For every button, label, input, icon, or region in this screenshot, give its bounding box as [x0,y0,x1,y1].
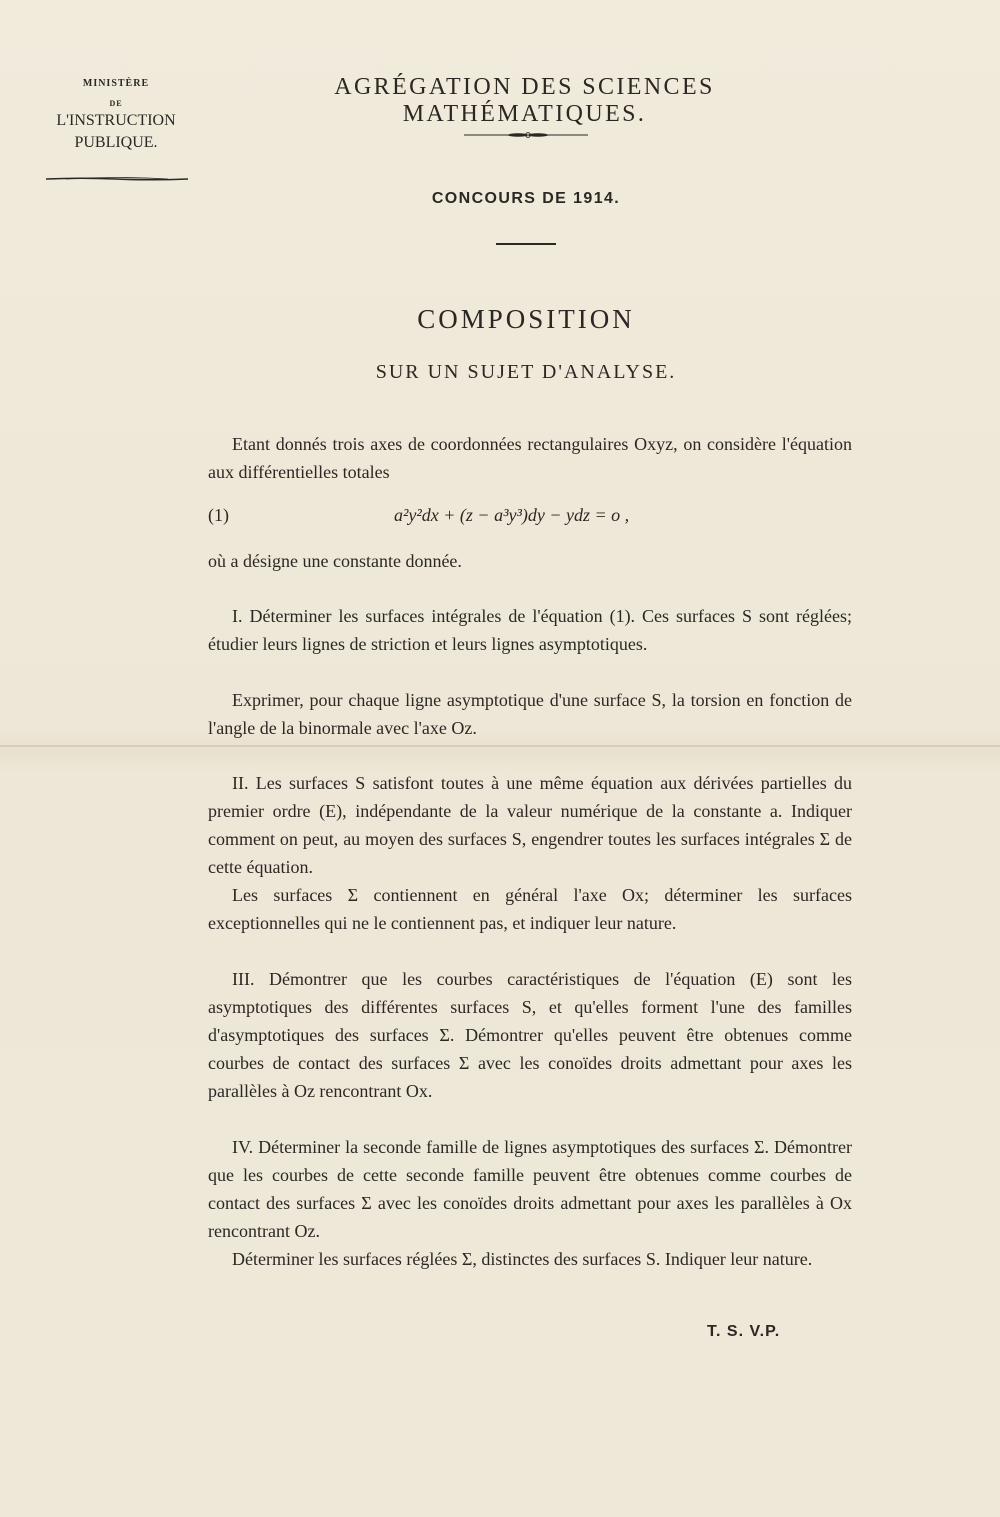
constant-note: où a désigne une constante donnée. [208,551,462,571]
section-2-paragraph-2: Les surfaces Σ contiennent en général l'axe Ox; déterminer les surfaces exceptionnelles qui ne le contiennent pas, et indiquer leur nature. [208,885,852,933]
fold-line [0,745,1000,747]
ministry-line-1: MINISTÈRE [82,78,150,89]
section-4-paragraph-1: IV. Déterminer la seconde famille de lignes asymptotiques des surfaces Σ. Démontrer que les courbes de cette seconde famille peuvent être obtenues comme courbes de contact des surfaces Σ avec les conoïdes droits admettant pour axes les parallèles à Ox rencontrant Oz. [208,1137,852,1241]
intro-paragraph: Etant donnés trois axes de coordonnées rectangulaires Oxyz, on considère l'équation aux différentielles totales [208,434,852,482]
ministry-line-3: L'INSTRUCTION [56,112,176,129]
section-2-paragraph-1: II. Les surfaces S satisfont toutes à une même équation aux dérivées partielles du premier ordre (E), indépendante de la valeur numérique de la constante a. Indiquer comment on peut, au moyen des surfaces S, engendrer toutes les surfaces intégrales Σ de cette équation. [208,773,852,877]
page-title: COMPOSITION [417,304,635,334]
turn-over-note: T. S. V.P. [707,1323,781,1340]
ministry-rule [46,176,188,182]
ministry-block [40,78,192,152]
section-4-paragraph-2: Déterminer les surfaces réglées Σ, distinctes des surfaces S. Indiquer leur nature. [232,1249,813,1269]
header-ornament [464,131,588,139]
equation: a²y²dx + (z − a³y³)dy − ydz = o , [394,505,630,525]
ministry-line-4: PUBLIQUE. [74,134,158,151]
page-subtitle: SUR UN SUJET D'ANALYSE. [375,361,677,383]
section-1-paragraph-1: I. Déterminer les surfaces intégrales de l'équation (1). Ces surfaces S sont réglées; étudier leurs lignes de striction et leurs lignes asymptotiques. [208,606,852,654]
ministry-line-2: DE [109,99,123,108]
section-3-paragraph-1: III. Démontrer que les courbes caractéristiques de l'équation (E) sont les asymptotiques des différentes surfaces S, et qu'elles forment l'une des familles d'asymptotiques des surfaces Σ. Démontrer qu'elles peuvent être obtenues comme courbes de contact des surfaces Σ avec les conoïdes droits admettant pour axes les parallèles à Oz rencontrant Ox. [208,969,852,1101]
contest-year: CONCOURS DE 1914. [431,190,621,207]
section-1-paragraph-2: Exprimer, pour chaque ligne asymptotique d'une surface S, la torsion en fonction de l'angle de la binormale avec l'axe Oz. [208,690,852,738]
document-header: AGRÉGATION DES SCIENCES MATHÉMATIQUES. [334,74,715,127]
equation-number: (1) [208,505,229,525]
separator-rule [496,243,556,245]
